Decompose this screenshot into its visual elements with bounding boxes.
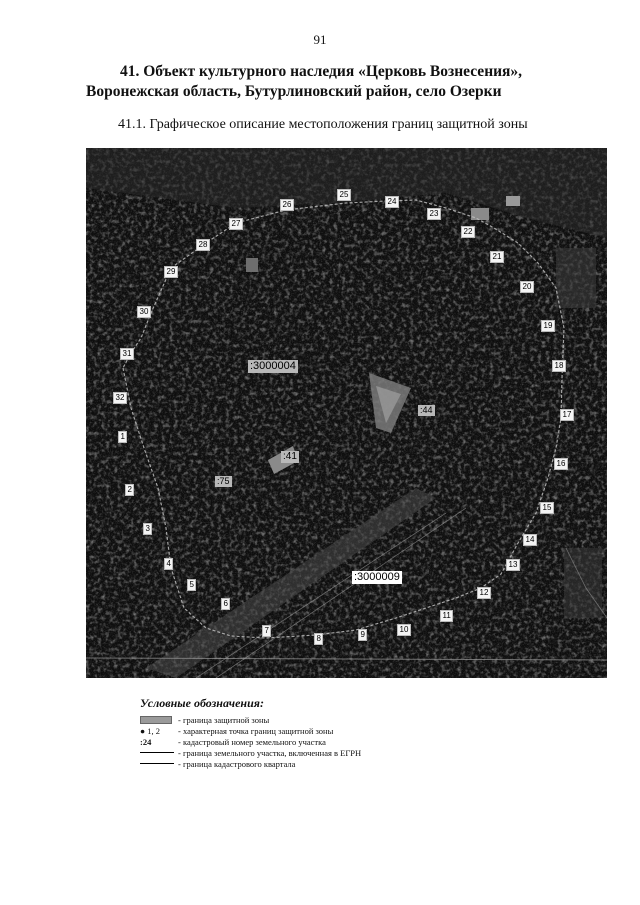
boundary-point: 22 [461,226,475,238]
boundary-point: 8 [314,633,323,645]
legend-row-quarter [140,758,460,769]
legend-row-point [140,725,460,736]
boundary-point: 5 [187,579,196,591]
boundary-point: 10 [397,624,411,636]
boundary-point: 4 [164,558,173,570]
cadastral-label: :75 [217,476,230,486]
boundary-point: 16 [554,458,568,470]
boundary-point: 31 [120,348,134,360]
legend-text: - кадастровый номер земельного участка [178,736,326,747]
boundary-point: 12 [477,587,491,599]
boundary-point: 1 [118,431,127,443]
boundary-point: 26 [280,199,294,211]
legend-text: - граница защитной зоны [178,714,270,725]
boundary-point: 11 [440,610,453,622]
quarter-line-swatch [140,763,174,764]
boundary-point: 23 [427,208,441,220]
boundary-point: 25 [337,189,351,201]
cadastral-label: :41 [283,451,297,462]
boundary-point: 20 [520,281,534,293]
legend-text: - граница земельного участка, включенная в ЕГРН [178,747,362,758]
boundary-point: 19 [541,320,555,332]
zone-boundary-swatch [140,716,172,724]
parcel-line-swatch [140,752,174,753]
boundary-point: 9 [358,629,367,641]
object-heading: 41. Объект культурного наследия «Церковь Вознесения», Воронежская область, Бутурлиновский район, село Озерки [86,63,523,100]
boundary-point: 6 [221,598,230,610]
page-number: 91 [313,32,327,47]
boundary-point: 27 [229,218,243,230]
legend [140,696,460,769]
boundary-point: 21 [490,251,504,263]
boundary-point: 15 [540,502,554,514]
cadastral-label: :3000004 [250,360,296,372]
section-subheading: 41.1. Графическое описание местоположения границ защитной зоны [118,117,528,132]
legend-row-cadastral [140,736,460,747]
boundary-point: 32 [113,392,127,404]
legend-row-parcel [140,747,460,758]
boundary-point: 7 [262,625,271,637]
boundary-point: 14 [523,534,537,546]
legend-text: - граница кадастрового квартала [178,758,296,769]
map-imagery [86,148,607,678]
boundary-point: 2 [125,484,134,496]
boundary-point: 29 [164,266,178,278]
boundary-point: 30 [137,306,151,318]
point-symbol: ● 1, 2 [140,725,161,736]
legend-text: - характерная точка границ защитной зоны [178,725,334,736]
legend-row-zone [140,714,460,725]
satellite-map [86,148,607,678]
cadastral-label: :44 [420,405,433,415]
boundary-point: 13 [506,559,520,571]
cadastral-label: :3000009 [354,571,400,583]
boundary-point: 3 [143,523,152,535]
boundary-point: 28 [196,239,210,251]
cadastral-symbol: :24 [140,736,152,747]
legend-title: Условные обозначения: [140,696,264,710]
boundary-point: 17 [560,409,574,421]
boundary-point: 18 [552,360,566,372]
boundary-point: 24 [385,196,399,208]
